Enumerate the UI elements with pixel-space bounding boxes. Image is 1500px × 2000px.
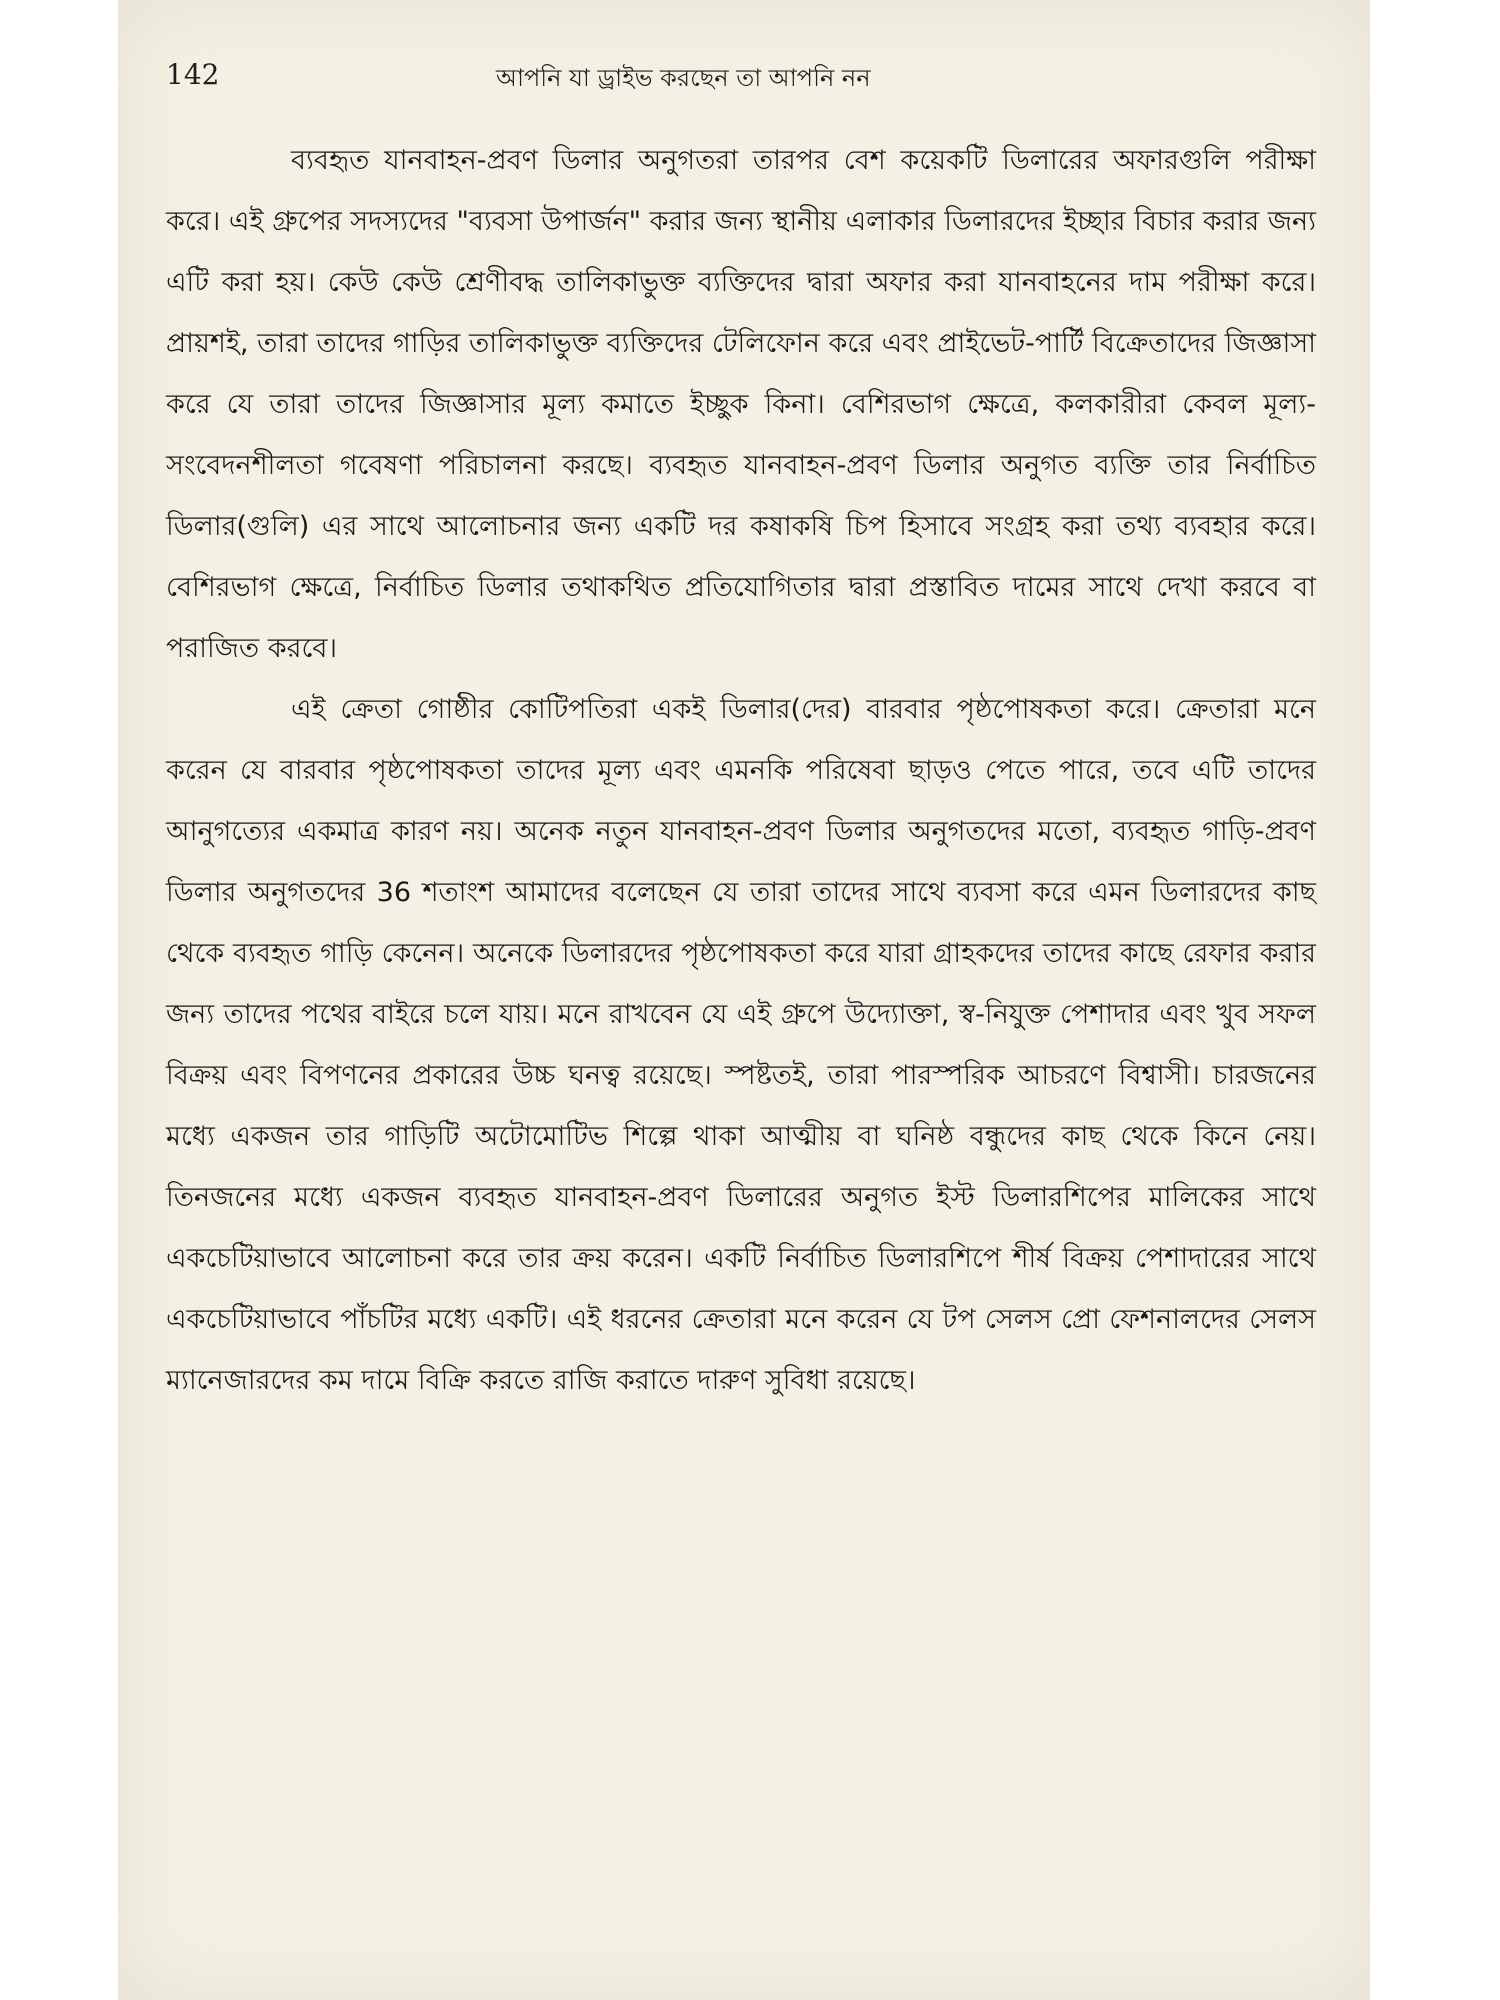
- paragraph-2: এই ক্রেতা গোষ্ঠীর কোটিপতিরা একই ডিলার(দের) বারবার পৃষ্ঠপোষকতা করে। ক্রেতারা মনে করেন যে বারবার পৃষ্ঠপোষকতা তাদের মূল্য এবং এমনকি পরিষেবা ছাড়ও পেতে পারে, তবে এটি তাদের আনুগত্যের একমাত্র কারণ নয়। অনেক নতুন যানবাহন-প্রবণ ডিলার অনুগতদের মতো, ব্যবহৃত গাড়ি-প্রবণ ডিলার অনুগতদের 36 শতাংশ আমাদের বলেছেন যে তারা তাদের সাথে ব্যবসা করে এমন ডিলারদের কাছ থেকে ব্যবহৃত গাড়ি কেনেন। অনেকে ডিলারদের পৃষ্ঠপোষকতা করে যারা গ্রাহকদের তাদের কাছে রেফার করার জন্য তাদের পথের বাইরে চলে যায়। মনে রাখবেন যে এই গ্রুপে উদ্যোক্তা, স্ব-নিযুক্ত পেশাদার এবং খুব সফল বিক্রয় এবং বিপণনের প্রকারের উচ্চ ঘনত্ব রয়েছে। স্পষ্টতই, তারা পারস্পরিক আচরণে বিশ্বাসী। চারজনের মধ্যে একজন তার গাড়িটি অটোমোটিভ শিল্পে থাকা আত্মীয় বা ঘনিষ্ঠ বন্ধুদের কাছ থেকে কিনে নেয়। তিনজনের মধ্যে একজন ব্যবহৃত যানবাহন-প্রবণ ডিলারের অনুগত ইস্ট ডিলারশিপের মালিকের সাথে একচেটিয়াভাবে আলোচনা করে তার ক্রয় করেন। একটি নির্বাচিত ডিলারশিপে শীর্ষ বিক্রয় পেশাদারের সাথে একচেটিয়াভাবে পাঁচটির মধ্যে একটি। এই ধরনের ক্রেতারা মনে করেন যে টপ সেলস প্রো ফেশনালদের সেলস ম্যানেজারদের কম দামে বিক্রি করতে রাজি করাতে দারুণ সুবিধা রয়েছে।: [166, 694, 1316, 1396]
- book-page: [118, 0, 1370, 2000]
- page-number: 142: [166, 58, 220, 91]
- body-text: [166, 130, 1316, 1411]
- paragraph-1: ব্যবহৃত যানবাহন-প্রবণ ডিলার অনুগতরা তারপর বেশ কয়েকটি ডিলারের অফারগুলি পরীক্ষা করে। এই গ্রুপের সদস্যদের "ব্যবসা উপার্জন" করার জন্য স্থানীয় এলাকার ডিলারদের ইচ্ছার বিচার করার জন্য এটি করা হয়। কেউ কেউ শ্রেণীবদ্ধ তালিকাভুক্ত ব্যক্তিদের দ্বারা অফার করা যানবাহনের দাম পরীক্ষা করে। প্রায়শই, তারা তাদের গাড়ির তালিকাভুক্ত ব্যক্তিদের টেলিফোন করে এবং প্রাইভেট-পার্টি বিক্রেতাদের জিজ্ঞাসা করে যে তারা তাদের জিজ্ঞাসার মূল্য কমাতে ইচ্ছুক কিনা। বেশিরভাগ ক্ষেত্রে, কলকারীরা কেবল মূল্য-সংবেদনশীলতা গবেষণা পরিচালনা করছে। ব্যবহৃত যানবাহন-প্রবণ ডিলার অনুগত ব্যক্তি তার নির্বাচিত ডিলার(গুলি) এর সাথে আলোচনার জন্য একটি দর কষাকষি চিপ হিসাবে সংগ্রহ করা তথ্য ব্যবহার করে। বেশিরভাগ ক্ষেত্রে, নির্বাচিত ডিলার তথাকথিত প্রতিযোগিতার দ্বারা প্রস্তাবিত দামের সাথে দেখা করবে বা পরাজিত করবে।: [166, 145, 1316, 664]
- page-header: [166, 58, 1310, 98]
- running-title: আপনি যা ড্রাইভ করছেন তা আপনি নন: [496, 64, 871, 92]
